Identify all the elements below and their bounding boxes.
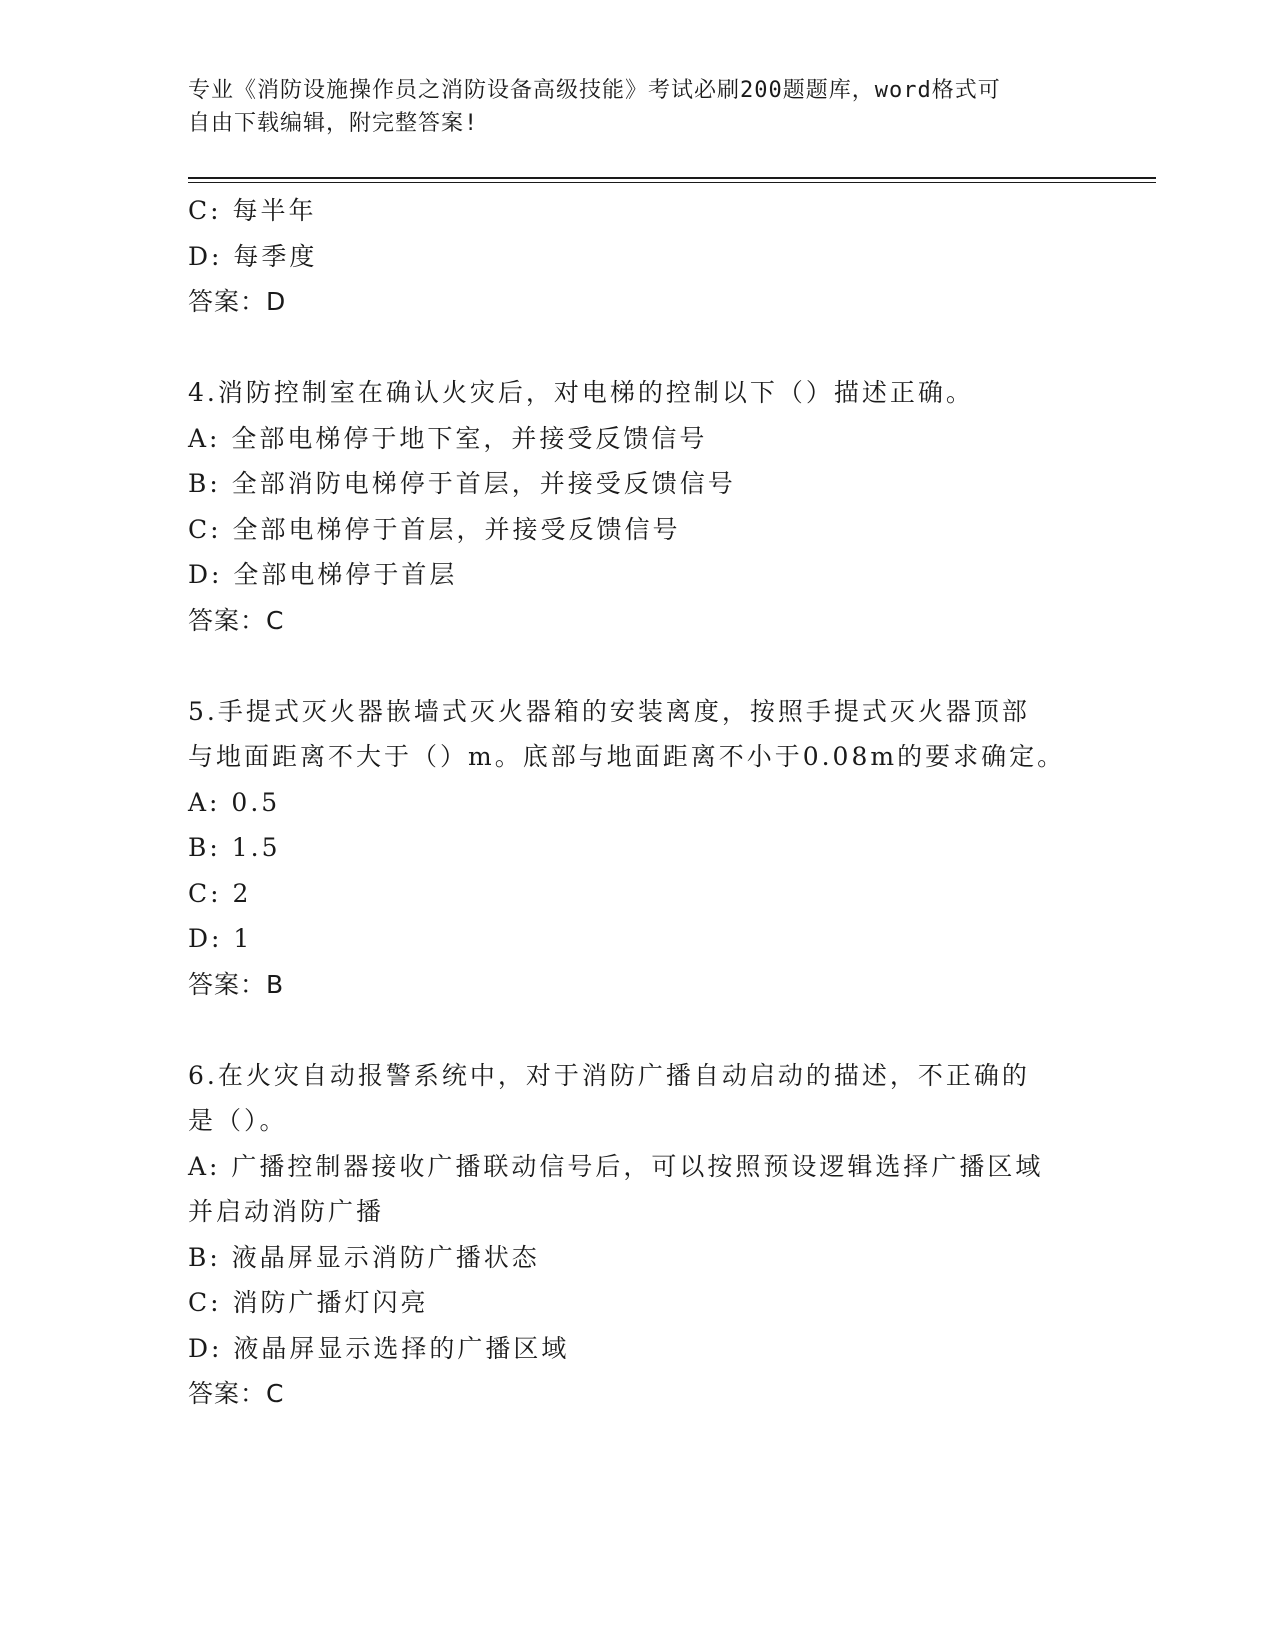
question-6 <box>188 1053 1078 1417</box>
option-b: B: 全部消防电梯停于首层，并接受反馈信号 <box>188 469 736 498</box>
spacer <box>188 325 1078 371</box>
question-list <box>188 188 1078 1417</box>
option-c: C: 2 <box>188 878 252 908</box>
question-4 <box>188 370 1078 643</box>
question-5 <box>188 689 1078 1008</box>
option-d: D: 液晶屏显示选择的广播区域 <box>188 1333 570 1363</box>
option-a-line-1: A: 广播控制器接收广播联动信号后，可以按照预设逻辑选择广播区域 <box>188 1151 1044 1181</box>
option-c: C: 每半年 <box>188 196 317 225</box>
question-text: 4.消防控制室在确认火灾后，对电梯的控制以下（）描述正确。 <box>188 378 974 407</box>
header-line-1: 专业《消防设施操作员之消防设备高级技能》考试必刷200题题库，word格式可 <box>188 78 1001 103</box>
option-d: D: 1 <box>188 924 253 953</box>
spacer <box>188 1007 1078 1053</box>
option-c: C: 全部电梯停于首层，并接受反馈信号 <box>188 514 681 544</box>
answer-line: 答案：B <box>188 969 285 999</box>
option-c: C: 消防广播灯闪亮 <box>188 1288 429 1317</box>
option-a-line-2: 并启动消防广播 <box>188 1197 385 1226</box>
option-d: D: 全部电梯停于首层 <box>188 560 458 589</box>
question-text-line-2: 是（）。 <box>188 1106 288 1135</box>
option-a: A: 全部电梯停于地下室，并接受反馈信号 <box>188 423 708 453</box>
question-text-line-1: 5.手提式灭火器嵌墙式灭火器箱的安装离度，按照手提式灭火器顶部 <box>188 696 1030 726</box>
header-divider-thin <box>188 182 1156 183</box>
answer-line: 答案：D <box>188 287 287 316</box>
header-divider-thick <box>188 177 1156 179</box>
question-text-line-1: 6.在火灾自动报警系统中，对于消防广播自动启动的描述，不正确的 <box>188 1060 1030 1090</box>
document-header <box>188 74 1068 140</box>
option-a: A: 0.5 <box>188 787 281 817</box>
answer-line: 答案：C <box>188 605 285 635</box>
question-3-tail <box>188 188 1078 325</box>
option-d: D: 每季度 <box>188 241 318 271</box>
option-b: B: 1.5 <box>188 833 281 862</box>
spacer <box>188 643 1078 689</box>
option-b: B: 液晶屏显示消防广播状态 <box>188 1242 540 1272</box>
header-line-2: 自由下载编辑，附完整答案! <box>188 111 479 136</box>
question-text-line-2: 与地面距离不大于（）m。底部与地面距离不小于0.08m的要求确定。 <box>188 742 1066 771</box>
answer-line: 答案：C <box>188 1379 285 1408</box>
